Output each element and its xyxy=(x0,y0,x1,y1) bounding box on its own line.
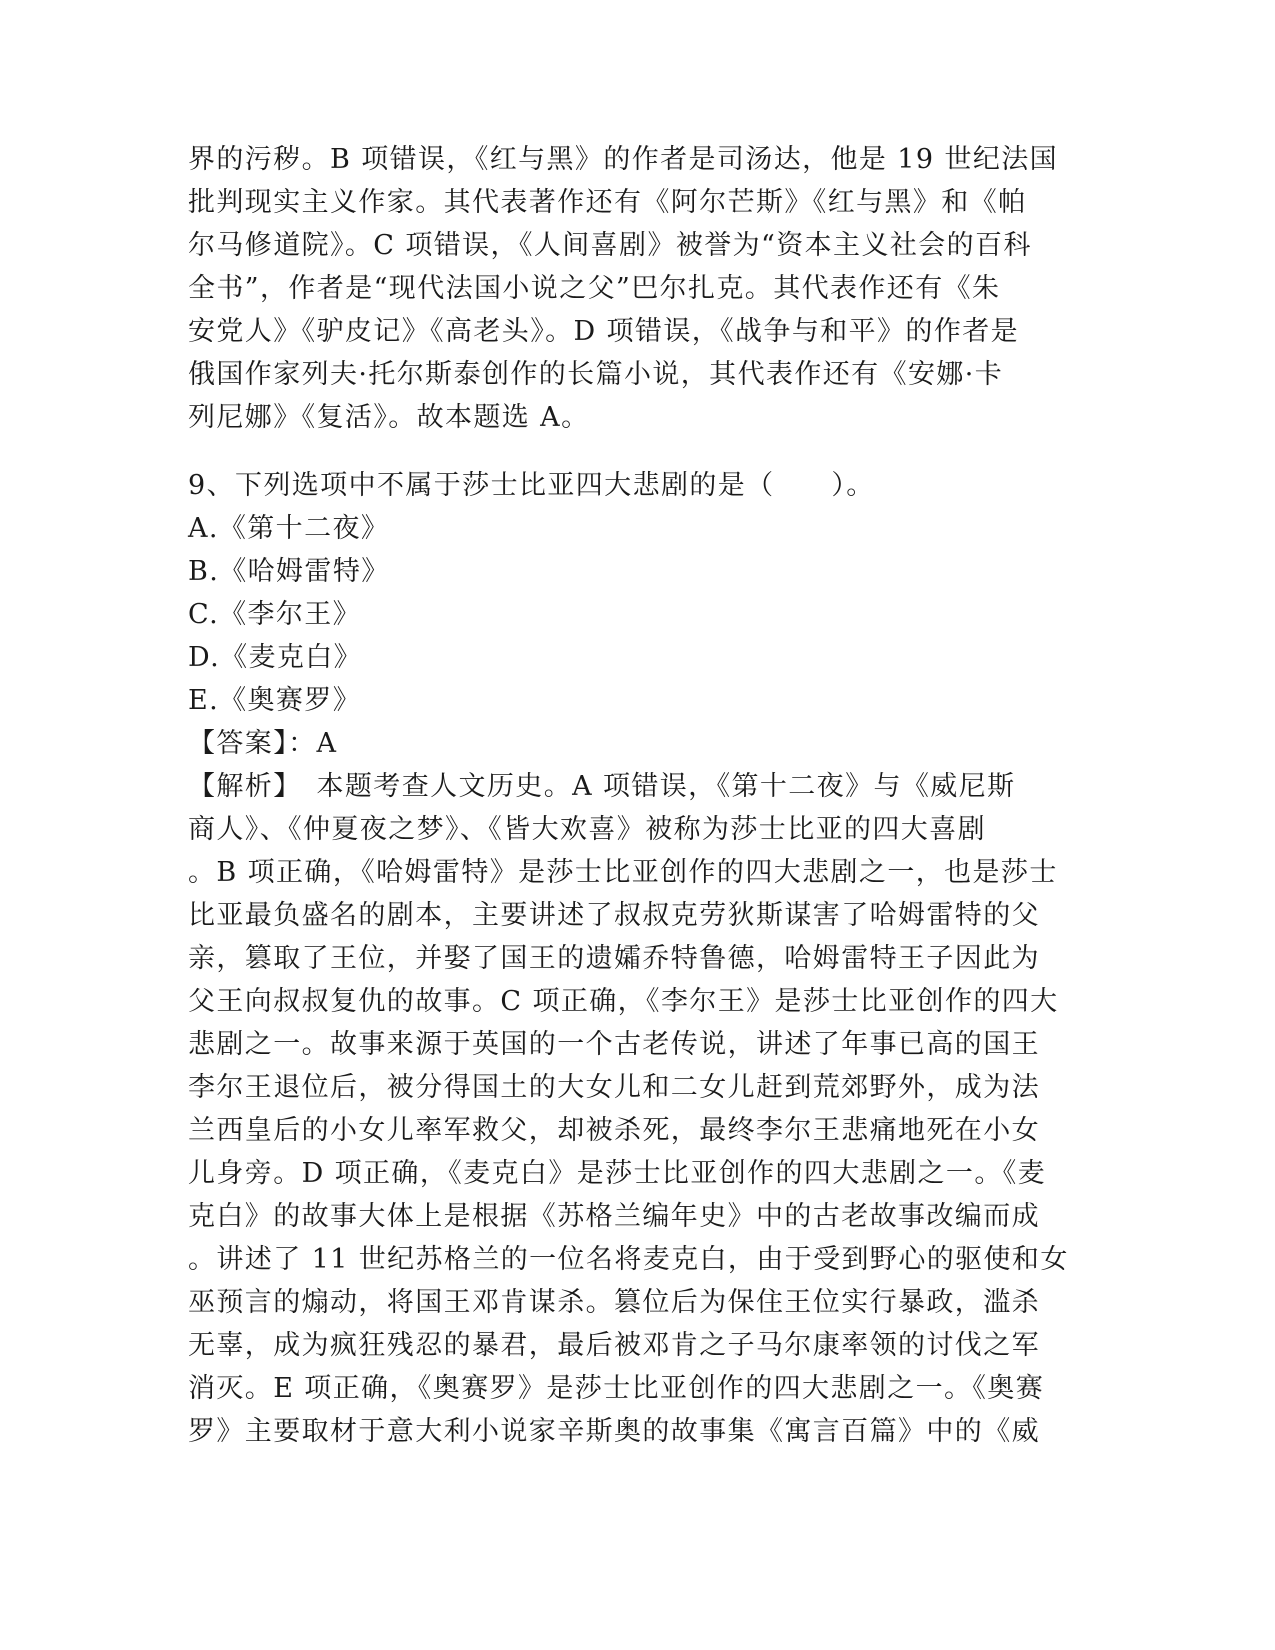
analysis-line: 消灭。E 项正确，《奥赛罗》是莎士比亚创作的四大悲剧之一。《奥赛 xyxy=(188,1373,1045,1404)
analysis-line: 悲剧之一。故事来源于英国的一个古老传说，讲述了年事已高的国王 xyxy=(188,1029,1040,1060)
analysis-line: 无辜，成为疯狂残忍的暴君，最后被邓肯之子马尔康率领的讨伐之军 xyxy=(188,1330,1040,1361)
analysis-line: 巫预言的煽动，将国王邓肯谋杀。篡位后为保住王位实行暴政，滥杀 xyxy=(188,1287,1040,1318)
previous-analysis-line: 界的污秽。B 项错误，《红与黑》的作者是司汤达，他是 19 世纪法国 xyxy=(188,144,1059,175)
option-a: A.《第十二夜》 xyxy=(188,513,390,544)
analysis-line: 罗》主要取材于意大利小说家辛斯奥的故事集《寓言百篇》中的《威 xyxy=(188,1416,1040,1447)
analysis-line: 亲，篡取了王位，并娶了国王的遗孀乔特鲁德，哈姆雷特王子因此为 xyxy=(188,943,1040,974)
previous-analysis-line: 批判现实主义作家。其代表著作还有《阿尔芒斯》《红与黑》和《帕 xyxy=(188,187,1027,218)
previous-analysis-line: 全书”，作者是“现代法国小说之父”巴尔扎克。其代表作还有《朱 xyxy=(188,273,1001,304)
previous-analysis-line: 尔马修道院》。C 项错误，《人间喜剧》被誉为“资本主义社会的百科 xyxy=(188,230,1032,261)
option-b: B.《哈姆雷特》 xyxy=(188,556,390,587)
previous-analysis-line: 列尼娜》《复活》。故本题选 A。 xyxy=(188,402,590,433)
analysis-line: 。B 项正确，《哈姆雷特》是莎士比亚创作的四大悲剧之一，也是莎士 xyxy=(188,857,1058,888)
analysis-line: 兰西皇后的小女儿率军救父，却被杀死，最终李尔王悲痛地死在小女 xyxy=(188,1115,1040,1146)
answer-line: 【答案】：A xyxy=(188,728,338,759)
analysis-line: 【解析】 本题考查人文历史。A 项错误，《第十二夜》与《威尼斯 xyxy=(188,771,1016,802)
option-e: E.《奥赛罗》 xyxy=(188,685,362,716)
analysis-line: 儿身旁。D 项正确，《麦克白》是莎士比亚创作的四大悲剧之一。《麦 xyxy=(188,1158,1047,1189)
analysis-line: 父王向叔叔复仇的故事。C 项正确，《李尔王》是莎士比亚创作的四大 xyxy=(188,986,1059,1017)
option-d: D.《麦克白》 xyxy=(188,642,363,673)
option-c: C.《李尔王》 xyxy=(188,599,362,630)
analysis-line: 李尔王退位后，被分得国土的大女儿和二女儿赶到荒郊野外，成为法 xyxy=(188,1072,1040,1103)
question-stem: 9、下列选项中不属于莎士比亚四大悲剧的是（ ）。 xyxy=(188,470,875,501)
analysis-line: 。讲述了 11 世纪苏格兰的一位名将麦克白，由于受到野心的驱使和女 xyxy=(188,1244,1069,1275)
previous-analysis-line: 俄国作家列夫·托尔斯泰创作的长篇小说，其代表作还有《安娜·卡 xyxy=(188,359,1004,390)
previous-analysis-line: 安党人》《驴皮记》《高老头》。D 项错误，《战争与和平》的作者是 xyxy=(188,316,1020,347)
analysis-line: 克白》的故事大体上是根据《苏格兰编年史》中的古老故事改编而成 xyxy=(188,1201,1040,1232)
analysis-line: 比亚最负盛名的剧本，主要讲述了叔叔克劳狄斯谋害了哈姆雷特的父 xyxy=(188,900,1040,931)
analysis-line: 商人》、《仲夏夜之梦》、《皆大欢喜》被称为莎士比亚的四大喜剧 xyxy=(188,814,986,845)
